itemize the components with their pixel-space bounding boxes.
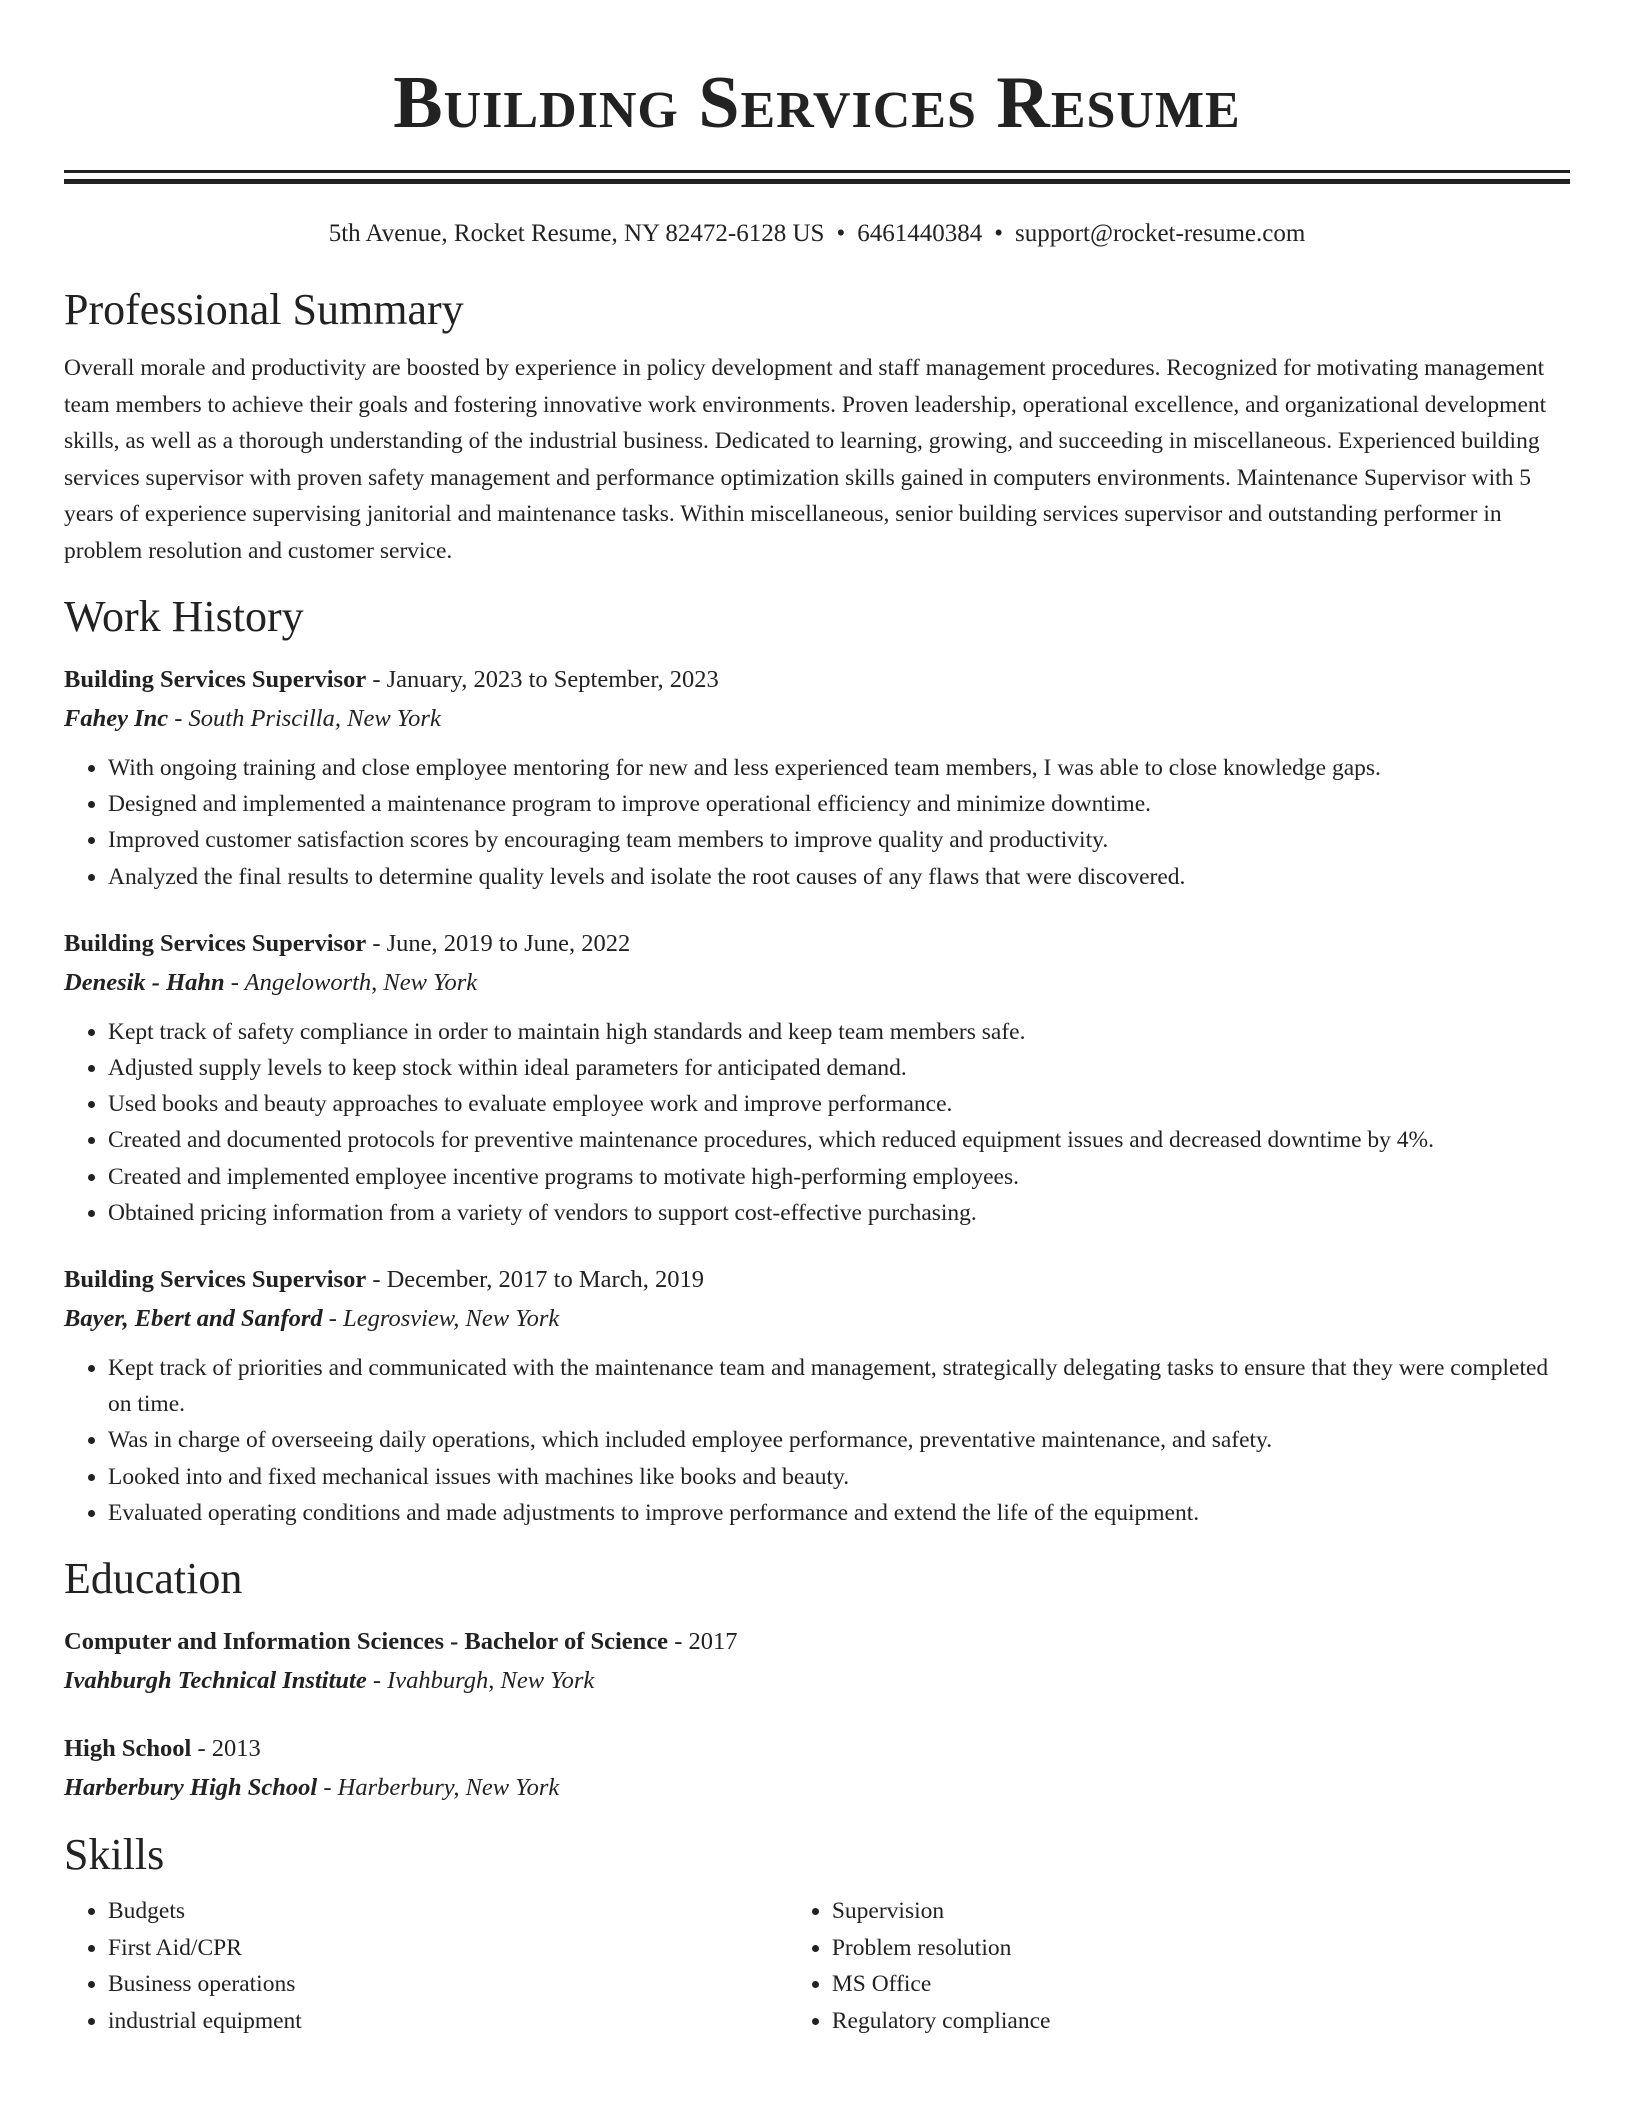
education-location: - Harberbury, New York [317, 1774, 560, 1802]
resume-page [64, 0, 1570, 2039]
education-school-line [64, 1661, 1570, 1700]
job-dates: - June, 2019 to June, 2022 [366, 929, 631, 957]
job-duty: • With ongoing training and close employee mentoring for new and less experienced team members, I was able to close knowledge gaps. [108, 750, 1570, 786]
job-duty: • Obtained pricing information from a variety of vendors to support cost-effective purchasing. [108, 1195, 1570, 1231]
education-degree: Computer and Information Sciences - Bachelor of Science [64, 1628, 669, 1656]
summary-heading: Professional Summary [64, 285, 464, 334]
skill-item: • Problem resolution [832, 1930, 1570, 1967]
job-duty: • Used books and beauty approaches to evaluate employee work and improve performance. [108, 1086, 1570, 1122]
job-company-line [64, 1299, 1570, 1338]
job-entry [64, 1261, 1570, 1531]
education-location: - Ivahburgh, New York [366, 1667, 595, 1695]
education-entry [64, 1623, 1570, 1700]
job-duty: • Improved customer satisfaction scores by encouraging team members to improve quality and productivity. [108, 822, 1570, 858]
job-title: Building Services Supervisor [64, 666, 367, 693]
job-duty: • Looked into and fixed mechanical issues with machines like books and beauty. [108, 1459, 1570, 1495]
job-duty: • Evaluated operating conditions and made adjustments to improve performance and extend the life of the equipment. [108, 1495, 1570, 1531]
education-heading: Education [64, 1554, 243, 1604]
job-company: Fahey Inc [64, 705, 169, 732]
job-duty: • Designed and implemented a maintenance program to improve operational efficiency and minimize downtime. [108, 786, 1570, 822]
job-company: Denesik - Hahn [64, 968, 225, 996]
summary-text: Overall morale and productivity are boosted by experience in policy development and staff management procedures. Recognized for motivating management team members to achieve their goals and fostering innovative work environments. Proven leadership, operational excellence, and organizational development skills, as well as a thorough understanding of the industrial business. Dedicated to learning, growing, and succeeding in miscellaneous. Experienced building services supervisor with proven safety management and performance optimization skills gained in computers environments. Maintenance Supervisor with 5 years of experience supervising janitorial and maintenance tasks. Within miscellaneous, senior building services supervisor and outstanding performer in problem resolution and customer service. [64, 355, 1547, 564]
contact-address: 5th Avenue, Rocket Resume, NY 82472-6128 US [328, 220, 825, 247]
education-year: - 2013 [191, 1735, 261, 1763]
skills-column-right [788, 1893, 1570, 2039]
education-degree: High School [64, 1735, 192, 1763]
job-company-line [64, 963, 1570, 1002]
contact-email: support@rocket-resume.com [1015, 220, 1306, 247]
job-duty: • Was in charge of overseeing daily operations, which included employee performance, preventative maintenance, and safety. [108, 1422, 1570, 1458]
job-header [64, 1261, 1570, 1299]
job-header [64, 661, 1570, 699]
job-entry [64, 925, 1570, 1231]
job-company-line [64, 699, 1570, 738]
job-entry [64, 661, 1570, 895]
education-school-line [64, 1768, 1570, 1807]
title-divider-bottom [64, 179, 1570, 184]
skill-item: • Supervision [832, 1893, 1570, 1930]
job-duty: • Created and documented protocols for preventive maintenance procedures, which reduced equipment issues and decreased downtime by 4%. [108, 1122, 1570, 1158]
contact-phone: 6461440384 [857, 220, 983, 247]
job-location: - Angeloworth, New York [224, 968, 478, 996]
skills-list [64, 1893, 1570, 2039]
skill-item: • Regulatory compliance [832, 2003, 1570, 2040]
skill-item: • industrial equipment [108, 2003, 788, 2040]
skills-heading: Skills [64, 1830, 165, 1880]
job-duty: • Analyzed the final results to determine quality levels and isolate the root causes of any flaws that were discovered. [108, 859, 1570, 895]
title-divider-top [64, 170, 1570, 173]
job-duties-list [64, 1014, 1570, 1231]
skill-item: • First Aid/CPR [108, 1930, 788, 1967]
job-title: Building Services Supervisor [64, 1266, 367, 1294]
skill-item: • Budgets [108, 1893, 788, 1930]
contact-separator: • [836, 220, 846, 247]
job-duty: • Created and implemented employee incentive programs to motivate high-performing employees. [108, 1159, 1570, 1195]
skill-item: • Business operations [108, 1966, 788, 2003]
job-location: - South Priscilla, New York [168, 705, 441, 732]
job-dates: - January, 2023 to September, 2023 [366, 666, 719, 693]
education-header [64, 1623, 1570, 1661]
education-entry [64, 1730, 1570, 1807]
job-duty: • Adjusted supply levels to keep stock within ideal parameters for anticipated demand. [108, 1050, 1570, 1086]
job-company: Bayer, Ebert and Sanford [64, 1305, 323, 1333]
skills-column-left [64, 1893, 788, 2039]
job-duties-list [64, 750, 1570, 895]
job-header [64, 925, 1570, 963]
education-school: Harberbury High School [64, 1774, 318, 1802]
contact-line [64, 218, 1570, 250]
job-dates: - December, 2017 to March, 2019 [366, 1266, 705, 1294]
job-duty: • Kept track of safety compliance in order to maintain high standards and keep team members safe. [108, 1014, 1570, 1050]
job-duty: • Kept track of priorities and communicated with the maintenance team and management, strategically delegating tasks to ensure that they were completed on time. [108, 1350, 1570, 1422]
job-duties-list [64, 1350, 1570, 1531]
skill-item: • MS Office [832, 1966, 1570, 2003]
education-school: Ivahburgh Technical Institute [64, 1667, 367, 1695]
job-title: Building Services Supervisor [64, 929, 367, 957]
work-history-heading: Work History [64, 592, 304, 641]
education-year: - 2017 [668, 1628, 738, 1656]
education-header [64, 1730, 1570, 1768]
resume-title: Building Services Resume [393, 62, 1241, 144]
contact-separator: • [994, 220, 1003, 247]
job-location: - Legrosview, New York [322, 1305, 560, 1333]
